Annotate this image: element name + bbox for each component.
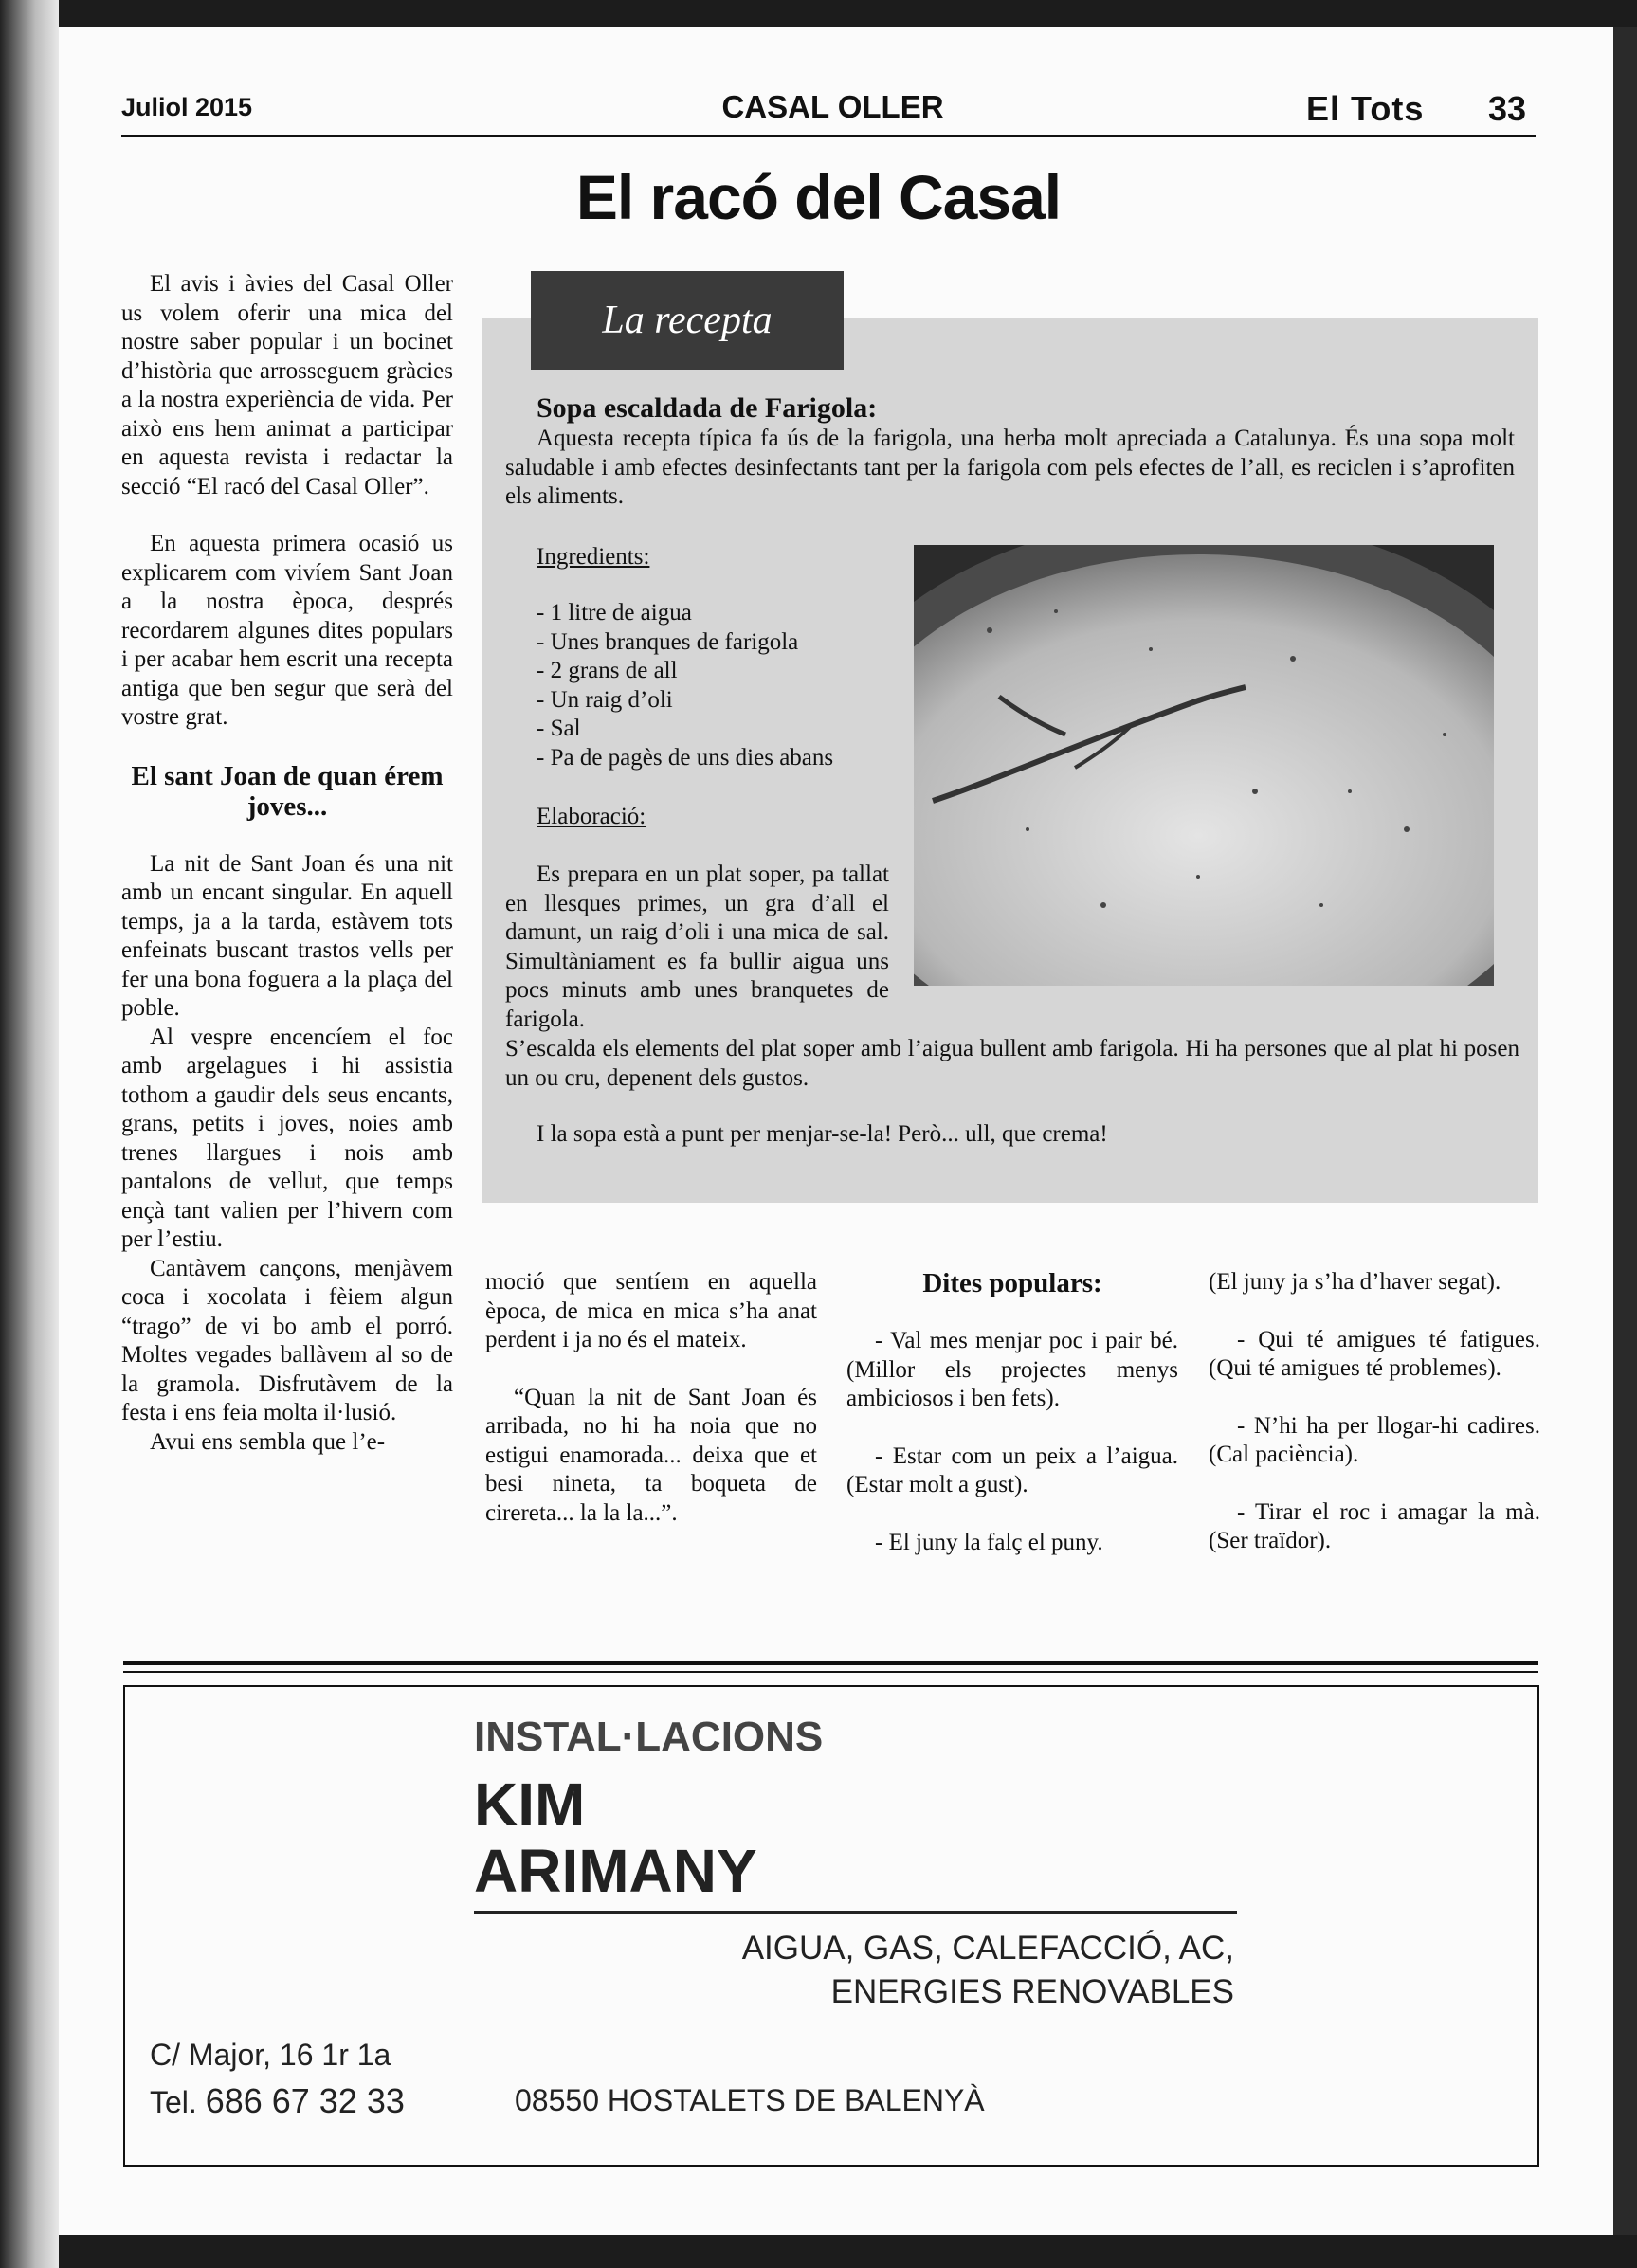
sant-joan-paragraph-1: La nit de Sant Joan és una nit amb un encant singular. En aquell temps, ja a la tarda, estàvem tots enfeinats buscant trastos vells per fer una bona foguera a la plaça del poble. bbox=[121, 850, 453, 1021]
dita-1: - Val mes menjar poc i pair bé. (Millor els projectes menys ambiciosos i ben fets). bbox=[846, 1328, 1178, 1411]
intro-paragraph-2: En aquesta primera ocasió us explicarem com vivíem Sant Joan a la nostra època, després recordarem algunes dites populars i per acabar hem escrit una recepta antiga que ben segur que serà del vostre grat. bbox=[121, 531, 453, 730]
ad-line-1: INSTAL·LACIONS bbox=[474, 1714, 824, 1760]
dita-5: - N’hi ha per llogar-hi cadires. (Cal paciència). bbox=[1209, 1412, 1540, 1467]
ad-line-3: ARIMANY bbox=[474, 1837, 757, 1905]
header-section: CASAL OLLER bbox=[721, 89, 944, 124]
ingredients-list bbox=[537, 599, 833, 772]
ad-services-1: AIGUA, GAS, CALEFACCIÓ, AC, bbox=[741, 1930, 1234, 1967]
recipe-tab: La recepta bbox=[531, 271, 844, 370]
ingredient-item: - 1 litre de aigua bbox=[537, 600, 692, 626]
intro-paragraph-1: El avis i àvies del Casal Oller us volem oferir una mica del nostre saber popular i un bocinet d’història que arrosseguem gràcies a la nostra experiència de vida. Per això ens hem animat a participar en aquesta revista i redactar la secció “El racó del Casal Oller”. bbox=[121, 271, 453, 499]
dita-3-meaning: (El juny ja s’ha d’haver segat). bbox=[1209, 1269, 1501, 1295]
page-title: El racó del Casal bbox=[575, 162, 1062, 232]
header-rule bbox=[121, 135, 1536, 137]
ad-rule-top bbox=[123, 1661, 1538, 1665]
ad-phone-label: Tel. bbox=[150, 2085, 197, 2119]
sant-joan-paragraph-4: Avui ens sembla que l’e- bbox=[150, 1428, 386, 1455]
left-column bbox=[121, 270, 453, 1457]
dites-heading: Dites populars: bbox=[922, 1268, 1102, 1298]
dita-6: - Tirar el roc i amagar la mà. (Ser traïdor). bbox=[1209, 1498, 1540, 1553]
sant-joan-paragraph-2: Al vespre encencíem el foc amb argelagues i hi assistia tothom a gaudir dels seus encants, grans, petits i joves, noies amb trenes llargues i nois amb pantalons de vellut, que temps ençà tant valien per l’hivern com per l’estiu. bbox=[121, 1024, 453, 1252]
header-date: Juliol 2015 bbox=[121, 93, 253, 121]
ad-rule bbox=[474, 1911, 1237, 1914]
sant-joan-continuation: moció que sentíem en aquella època, de mica en mica s’ha anat perdent i ja no és el mateix. bbox=[485, 1269, 817, 1352]
elaboration-label: Elaboració: bbox=[537, 804, 646, 829]
sant-joan-song: “Quan la nit de Sant Joan és arribada, no hi ha noia que no estigui enamorada... deixa que et besi nineta, ta boqueta de cirereta... la la la...”. bbox=[485, 1384, 817, 1526]
page-number: 33 bbox=[1488, 89, 1527, 128]
ad-phone bbox=[150, 2081, 405, 2121]
ad-address: C/ Major, 16 1r 1a bbox=[150, 2038, 391, 2072]
ingredient-item: - Un raig d’oli bbox=[537, 686, 673, 713]
section-heading-sant-joan: El sant Joan de quan érem joves... bbox=[131, 760, 444, 822]
ingredient-item: - Sal bbox=[537, 716, 581, 741]
ad-phone-number: 686 67 32 33 bbox=[205, 2081, 405, 2120]
recipe-intro: Aquesta recepta típica fa ús de la farigola, una herba molt apreciada a Catalunya. És una sopa molt saludable i amb efectes desinfectants tant per la farigola com pels efectes de l’all, es reciclen i s’aprofiten els aliments. bbox=[505, 426, 1515, 509]
dita-3: - El juny la falç el puny. bbox=[875, 1529, 1103, 1555]
dites-column-2 bbox=[1209, 1268, 1540, 1556]
elaboration-paragraph-3: I la sopa està a punt per menjar-se-la! Però... ull, que crema! bbox=[537, 1121, 1108, 1147]
middle-column bbox=[485, 1268, 817, 1528]
page-edge bbox=[1613, 27, 1637, 2235]
header-magazine: El Tots bbox=[1306, 89, 1425, 128]
ad-services-2: ENERGIES RENOVABLES bbox=[830, 1973, 1234, 2010]
elaboration-paragraph-1: Es prepara en un plat soper, pa tallat en llesques primes, un gra d’all el damunt, un raig d’oli i una mica de sal. Simultàniament es fa bullir aigua uns pocs minuts amb unes branquetes de farigola. bbox=[505, 862, 889, 1032]
book-spine bbox=[0, 0, 59, 2268]
ingredient-item: - Pa de pagès de uns dies abans bbox=[537, 744, 834, 771]
sant-joan-paragraph-3: Cantàvem cançons, menjàvem coca i xocolata i fèiem algun “trago” de vi bo amb el porró. Moltes vegades ballàvem al so de la gramola. Disfrutàvem de la festa i ens feia molta il·lusió. bbox=[121, 1255, 453, 1425]
ad-city: 08550 HOSTALETS DE BALENYÀ bbox=[515, 2083, 985, 2117]
elaboration-paragraph-2: S’escalda els elements del plat soper amb l’aigua bullent amb farigola. Hi ha persones que al plat hi posen un ou cru, depenent dels gustos. bbox=[505, 1036, 1519, 1091]
ingredient-item: - Unes branques de farigola bbox=[537, 628, 799, 655]
ingredients-label: Ingredients: bbox=[537, 544, 650, 570]
dita-2: - Estar com un peix a l’aigua. (Estar molt a gust). bbox=[846, 1442, 1178, 1497]
ad-line-2: KIM bbox=[474, 1770, 586, 1839]
dita-4: - Qui té amigues té fatigues. (Qui té amigues té problemes). bbox=[1209, 1326, 1540, 1381]
dites-column-1 bbox=[846, 1268, 1178, 1557]
ad-rule-top-thin bbox=[123, 1671, 1538, 1673]
recipe-title: Sopa escaldada de Farigola: bbox=[537, 392, 878, 424]
ingredient-item: - 2 grans de all bbox=[537, 658, 678, 683]
soup-photo bbox=[914, 545, 1494, 986]
